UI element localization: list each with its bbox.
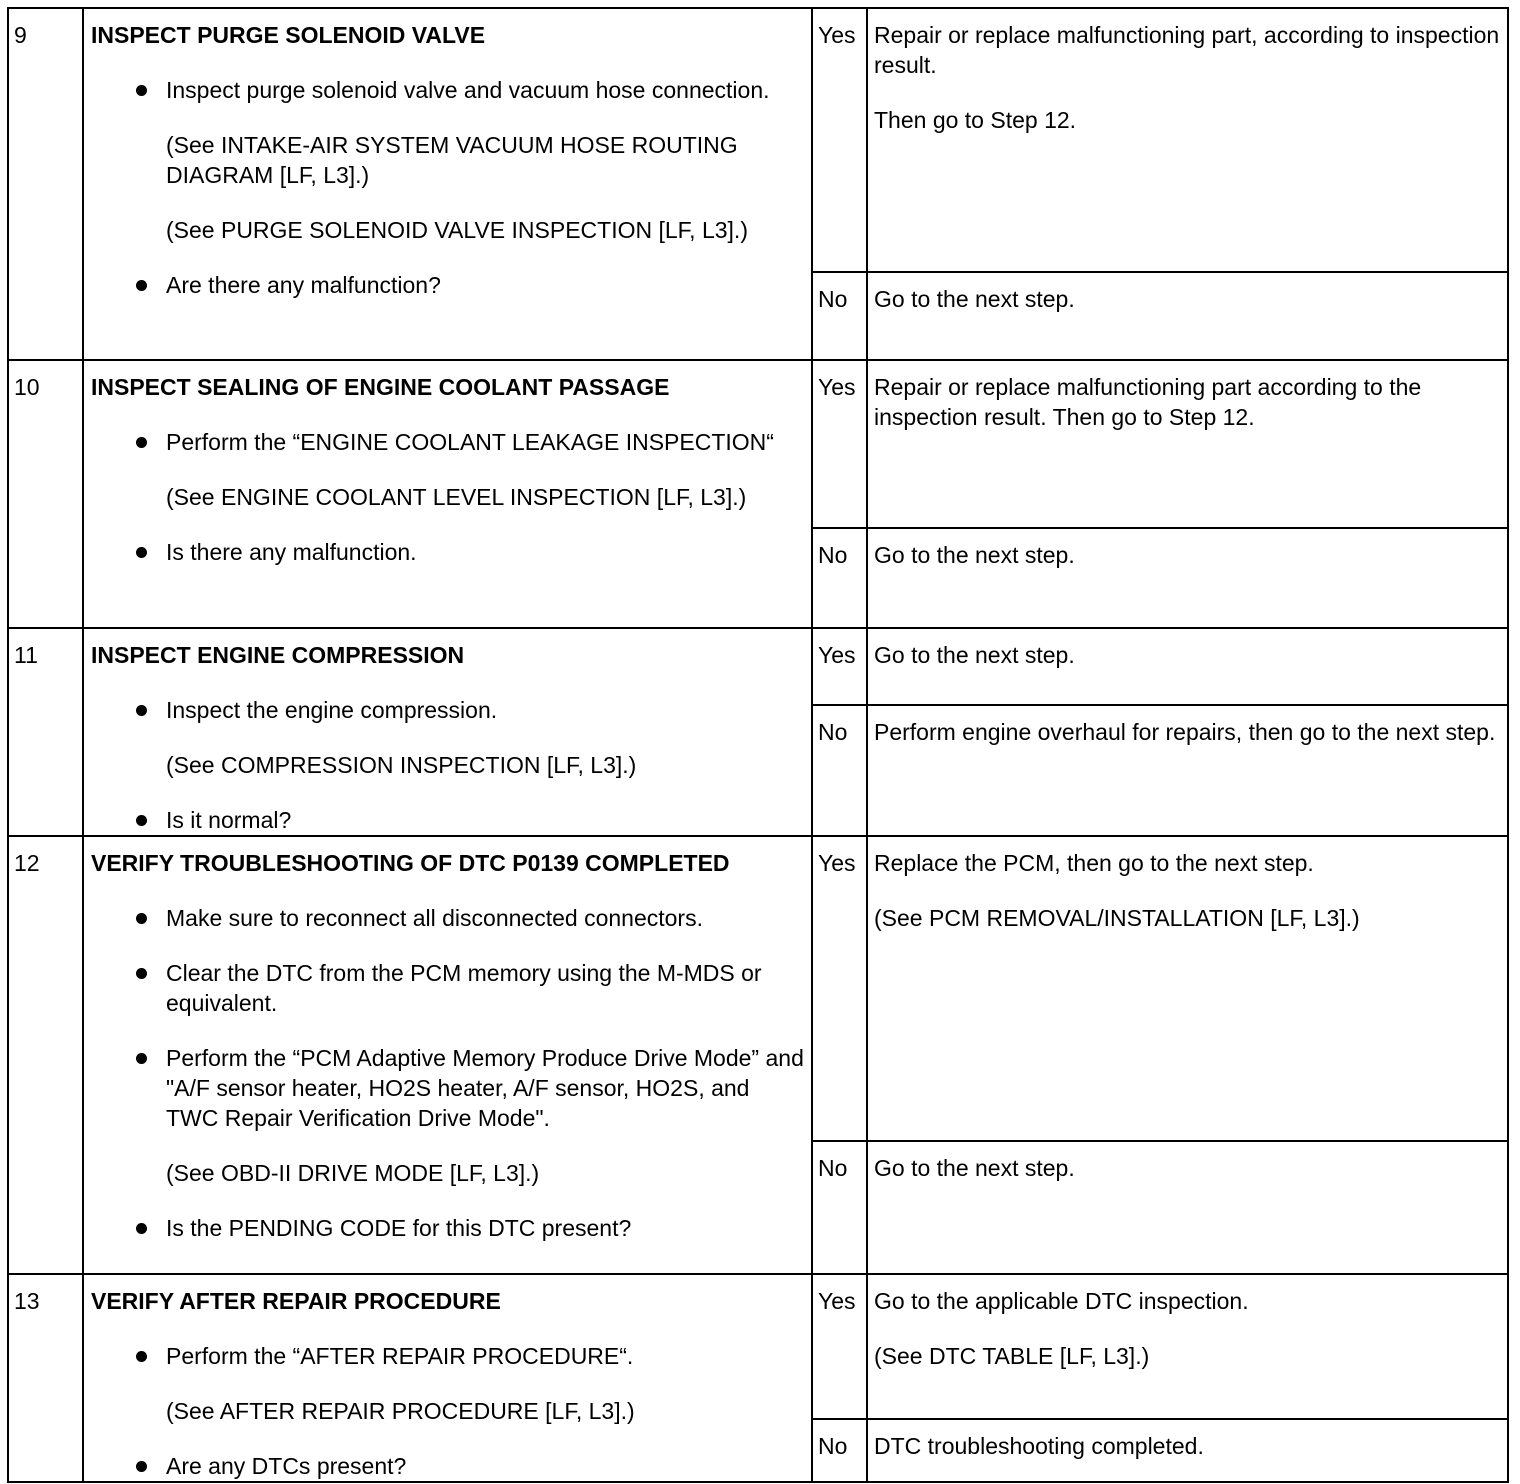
bullet-item: Perform the “ENGINE COOLANT LEAKAGE INSPECTION“ — [91, 427, 805, 457]
bullet-item: Perform the “PCM Adaptive Memory Produce Drive Mode” and "A/F sensor heater, HO2S heater, A/F sensor, HO2S, and TWC Repair Verification Drive Mode". — [91, 1043, 805, 1133]
no-action — [867, 1141, 1508, 1274]
action-text: (See DTC TABLE [LF, L3].) — [874, 1343, 1150, 1369]
action-text: Go to the applicable DTC inspection. — [874, 1288, 1249, 1314]
step-title: INSPECT PURGE SOLENOID VALVE — [91, 22, 486, 48]
action-text: Perform engine overhaul for repairs, then go to the next step. — [874, 718, 1496, 745]
bullet-item: Are any DTCs present? — [91, 1451, 805, 1481]
reference-text: (See ENGINE COOLANT LEVEL INSPECTION [LF, L3].) — [166, 484, 747, 510]
no-action — [867, 272, 1508, 360]
yes-action — [867, 628, 1508, 705]
step-number: 12 — [8, 836, 83, 1274]
no-label: No — [812, 705, 867, 836]
table-row — [8, 360, 1508, 528]
step-title: INSPECT ENGINE COMPRESSION — [91, 642, 465, 668]
step-number: 9 — [8, 8, 83, 360]
bullet-item: Is the PENDING CODE for this DTC present? — [91, 1213, 805, 1243]
action-text: Repair or replace malfunctioning part according to the inspection result. Then go to Step 12. — [874, 374, 1422, 430]
action-text: Go to the next step. — [874, 286, 1075, 312]
reference-text: (See OBD-II DRIVE MODE [LF, L3].) — [166, 1160, 540, 1186]
table-row — [8, 836, 1508, 1141]
yes-action — [867, 8, 1508, 272]
table-row — [8, 628, 1508, 705]
no-label: No — [812, 1141, 867, 1274]
step-title: INSPECT SEALING OF ENGINE COOLANT PASSAGE — [91, 374, 670, 400]
bullet-item: Clear the DTC from the PCM memory using the M-MDS or equivalent. — [91, 958, 805, 1018]
bullet-item: Make sure to reconnect all disconnected connectors. — [91, 903, 805, 933]
yes-label: Yes — [812, 628, 867, 705]
step-title: VERIFY TROUBLESHOOTING OF DTC P0139 COMPLETED — [91, 850, 730, 876]
action-text: (See PCM REMOVAL/INSTALLATION [LF, L3].) — [874, 905, 1360, 931]
action-text: Replace the PCM, then go to the next step. — [874, 850, 1314, 876]
step-number: 10 — [8, 360, 83, 628]
no-label: No — [812, 272, 867, 360]
yes-action — [867, 360, 1508, 528]
reference-text: (See PURGE SOLENOID VALVE INSPECTION [LF, L3].) — [166, 217, 748, 243]
no-label: No — [812, 528, 867, 628]
no-action — [867, 705, 1508, 836]
step-title: VERIFY AFTER REPAIR PROCEDURE — [91, 1288, 501, 1314]
step-instructions — [83, 836, 812, 1274]
step-instructions — [83, 360, 812, 628]
troubleshooting-table — [7, 7, 1509, 1483]
bullet-item: Perform the “AFTER REPAIR PROCEDURE“. — [91, 1341, 805, 1371]
yes-label: Yes — [812, 836, 867, 1141]
step-number: 11 — [8, 628, 83, 836]
action-text: Go to the next step. — [874, 542, 1075, 568]
action-text: Then go to Step 12. — [874, 107, 1077, 133]
action-text: Go to the next step. — [874, 1155, 1075, 1181]
step-number: 13 — [8, 1274, 83, 1482]
action-text: Repair or replace malfunctioning part, according to inspection result. — [874, 22, 1500, 78]
reference-text: (See COMPRESSION INSPECTION [LF, L3].) — [166, 752, 637, 778]
reference-text: (See INTAKE-AIR SYSTEM VACUUM HOSE ROUTING DIAGRAM [LF, L3].) — [166, 132, 738, 188]
yes-action — [867, 836, 1508, 1141]
bullet-item: Is it normal? — [91, 805, 805, 835]
no-action — [867, 528, 1508, 628]
bullet-item: Are there any malfunction? — [91, 270, 805, 300]
yes-label: Yes — [812, 360, 867, 528]
table-row — [8, 1274, 1508, 1419]
no-action — [867, 1419, 1508, 1482]
bullet-item: Is there any malfunction. — [91, 537, 805, 567]
yes-label: Yes — [812, 8, 867, 272]
action-text: DTC troubleshooting completed. — [874, 1432, 1204, 1459]
table-row — [8, 8, 1508, 272]
bullet-item: Inspect the engine compression. — [91, 695, 805, 725]
yes-action — [867, 1274, 1508, 1419]
step-instructions — [83, 1274, 812, 1482]
action-text: Go to the next step. — [874, 642, 1075, 668]
reference-text: (See AFTER REPAIR PROCEDURE [LF, L3].) — [166, 1398, 635, 1424]
step-instructions — [83, 8, 812, 360]
step-instructions — [83, 628, 812, 836]
bullet-item: Inspect purge solenoid valve and vacuum hose connection. — [91, 75, 805, 105]
yes-label: Yes — [812, 1274, 867, 1419]
no-label: No — [812, 1419, 867, 1482]
